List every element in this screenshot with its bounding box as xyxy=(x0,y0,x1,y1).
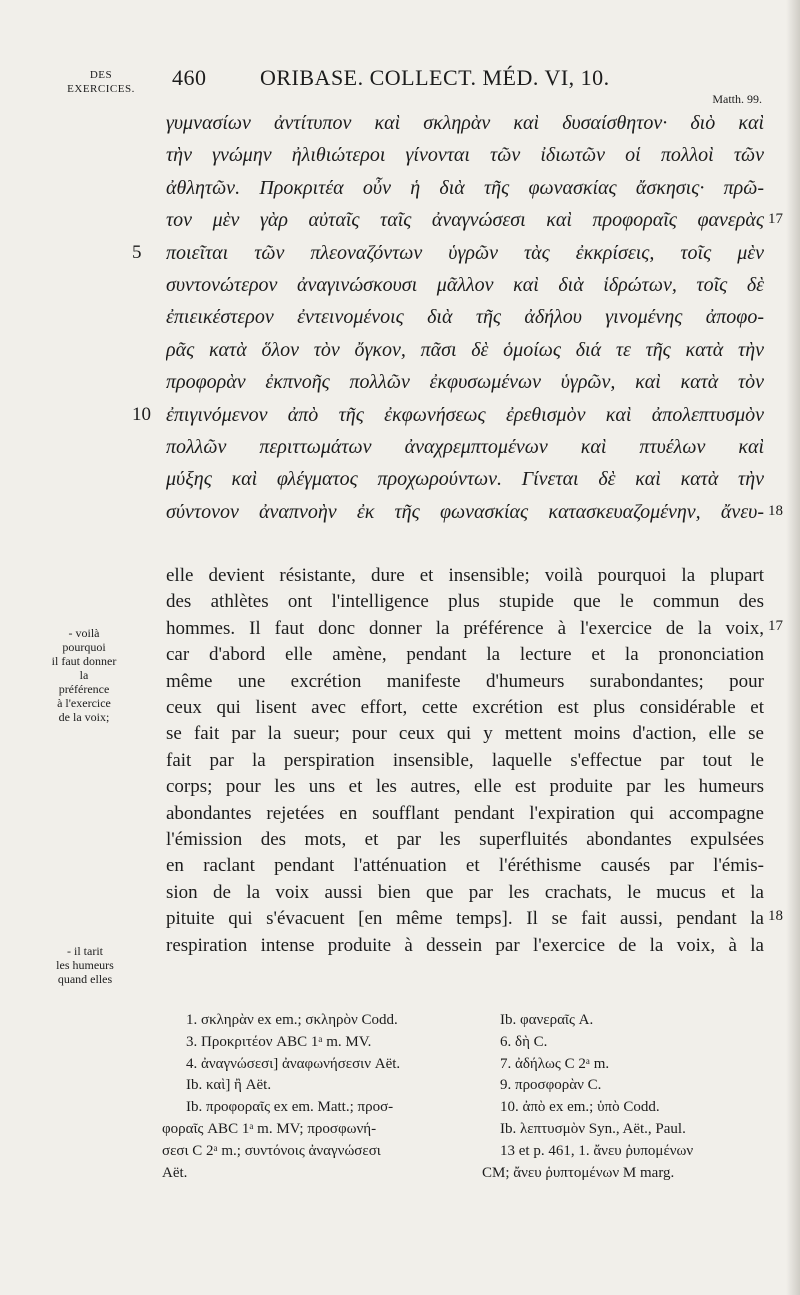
sidenote xyxy=(40,944,130,986)
page-edge-shadow xyxy=(786,0,800,1295)
margin-number: 18 xyxy=(768,908,783,925)
french-line: fait par la perspiration insensible, laquelle s'effectue par tout le xyxy=(166,749,764,771)
footnote-line: 4. ἀναγνώσεσι] ἀναφωνήσεσιν Aët. xyxy=(186,1055,401,1072)
margin-number: 17 xyxy=(768,617,783,634)
french-line: abondantes rejetées en soufflant pendant l'expiration qui accompagne xyxy=(166,802,764,824)
french-line: en raclant pendant l'atténuation et l'éréthisme causés par l'émis- xyxy=(166,855,764,877)
footnote-line: 1. σκληρὰν ex em.; σκληρὸν Codd. xyxy=(186,1012,398,1028)
sidenote-line: préférence xyxy=(58,682,110,696)
sidenote-line: à l'exercice xyxy=(57,696,111,710)
french-line: l'émission des mots, et par les superfluités abondantes expulsées xyxy=(166,829,764,850)
footnote-line: σεσι C 2ᵃ m.; συντόνοις ἀναγνώσεσι xyxy=(162,1142,381,1159)
page-title: ORIBASE. COLLECT. MÉD. VI, 10. xyxy=(260,65,610,90)
greek-line: πολλῶν περιττωμάτων ἀναχρεμπτομένων καὶ πτυέλων καὶ xyxy=(166,436,764,458)
greek-line: συντονώτερον ἀναγινώσκουσι μᾶλλον καὶ διὰ ἱδρώτων, τοῖς δὲ xyxy=(166,274,764,296)
running-head xyxy=(58,68,144,96)
footnote-line: Ib. προφοραῖς ex em. Matt.; προσ- xyxy=(186,1099,394,1116)
running-head-line: EXERCICES. xyxy=(67,83,135,95)
greek-line: ἀθλητῶν. Προκριτέα οὖν ἡ διὰ τῆς φωνασκίας ἄσκησις· πρῶ- xyxy=(166,176,764,199)
french-line: se fait par la sueur; pour ceux qui y mettent moins d'action, elle se xyxy=(166,723,764,745)
running-head-line: DES xyxy=(89,69,113,81)
greek-line: γυμνασίων ἀντίτυπον καὶ σκληρὰν καὶ δυσαίσθητον· διὸ καὶ xyxy=(166,112,764,134)
sidenote-line: les humeurs xyxy=(56,958,114,972)
sidenote-line: pourquoi xyxy=(62,640,106,654)
footnote-line: 7. ἀδήλως C 2ᵃ m. xyxy=(500,1055,610,1072)
french-line: même une excrétion manifeste d'humeurs surabondantes; pour xyxy=(166,670,764,692)
sidenote-line: - il tarit xyxy=(67,944,103,958)
sidenote-line: - voilà xyxy=(68,626,100,640)
french-line: sion de la voix aussi bien que par les crachats, le mucus et la xyxy=(166,881,764,903)
greek-line: μύξης καὶ φλέγματος προχωρούντων. Γίνεται δὲ καὶ κατὰ τὴν xyxy=(166,468,764,491)
french-line: car d'abord elle amène, pendant la lecture et la prononciation xyxy=(166,644,764,666)
french-line: elle devient résistante, dure et insensible; voilà pourquoi la plupart xyxy=(166,565,764,586)
line-number: 10 xyxy=(132,403,151,425)
sidenote-line: la xyxy=(79,668,89,682)
greek-line: ποιεῖται τῶν πλεοναζόντων ὑγρῶν τὰς ἐκκρίσεις, τοῖς μὲν xyxy=(166,241,764,264)
french-line: ceux qui lisent avec effort, cette excrétion est plus considérable et xyxy=(166,697,764,718)
greek-line: τὴν γνώμην ἠλιθιώτεροι γίνονται τῶν ἰδιωτῶν οἱ πολλοὶ τῶν xyxy=(166,144,764,167)
greek-line: ρᾶς κατὰ ὅλον τὸν ὄγκον, πᾶσι δὲ ὁμοίως διά τε τῆς κατὰ τὴν xyxy=(166,338,764,361)
sidenote-line: de la voix; xyxy=(58,710,110,724)
greek-line: προφορὰν ἐκπνοῆς πολλῶν ἐκφυσωμένων ὑγρῶν, καὶ κατὰ τὸν xyxy=(166,371,764,394)
greek-line: τον μὲν γὰρ αὐταῖς ταῖς ἀναγνώσεσι καὶ προφοραῖς φανερὰς xyxy=(166,209,764,232)
footnote-line: Ib. καὶ] ἢ Aët. xyxy=(186,1077,272,1094)
reference-note: Matth. 99. xyxy=(712,92,762,106)
page-number: 460 xyxy=(172,65,207,90)
margin-number: 18 xyxy=(768,502,783,519)
sidenote xyxy=(36,626,132,724)
sidenote-line: il faut donner xyxy=(51,654,117,668)
french-line: respiration intense produite à dessein par l'exercice de la voix, à la xyxy=(166,934,764,956)
footnote-line: 6. δὴ C. xyxy=(500,1033,548,1050)
footnote-line: 9. προσφορὰν C. xyxy=(500,1077,602,1094)
french-line: des athlètes ont l'intelligence plus stupide que le commun des xyxy=(166,591,764,613)
footnote-line: φοραῖς ABC 1ᵃ m. MV; προσφωνή- xyxy=(162,1121,377,1137)
french-line: hommes. Il faut donc donner la préférence à l'exercice de la voix, xyxy=(166,617,764,639)
greek-line: ἐπιεικέστερον ἐντεινομένοις διὰ τῆς ἀδήλου γινομένης ἀποφο- xyxy=(166,306,764,329)
footnote-line: 3. Προκριτέον ABC 1ᵃ m. MV. xyxy=(186,1033,372,1050)
margin-number: 17 xyxy=(768,211,783,228)
french-line: pituite qui s'évacuent [en même temps]. Il se fait aussi, pendant la xyxy=(166,908,764,930)
sidenote-line: quand elles xyxy=(57,972,113,986)
footnote-line: Aët. xyxy=(162,1164,188,1181)
footnote-line: CM; ἄνευ ῥυπτομένων M marg. xyxy=(482,1164,675,1181)
french-line: corps; pour les uns et les autres, elle est produite par les humeurs xyxy=(166,776,764,798)
greek-line: σύντονον ἀναπνοὴν ἐκ τῆς φωνασκίας κατασκευαζομένην, ἄνευ- xyxy=(166,500,764,523)
greek-line: ἐπιγινόμενον ἀπὸ τῆς ἐκφωνήσεως ἐρεθισμὸν καὶ ἀπολεπτυσμὸν xyxy=(166,403,764,426)
footnote-line: Ib. λεπτυσμὸν Syn., Aët., Paul. xyxy=(500,1121,686,1137)
footnote-line: 10. ἀπὸ ex em.; ὑπὸ Codd. xyxy=(500,1099,660,1116)
footnote-line: Ib. φανεραῖς A. xyxy=(500,1012,594,1028)
line-number: 5 xyxy=(132,241,142,263)
footnote-line: 13 et p. 461, 1. ἄνευ ῥυπομένων xyxy=(500,1142,694,1159)
